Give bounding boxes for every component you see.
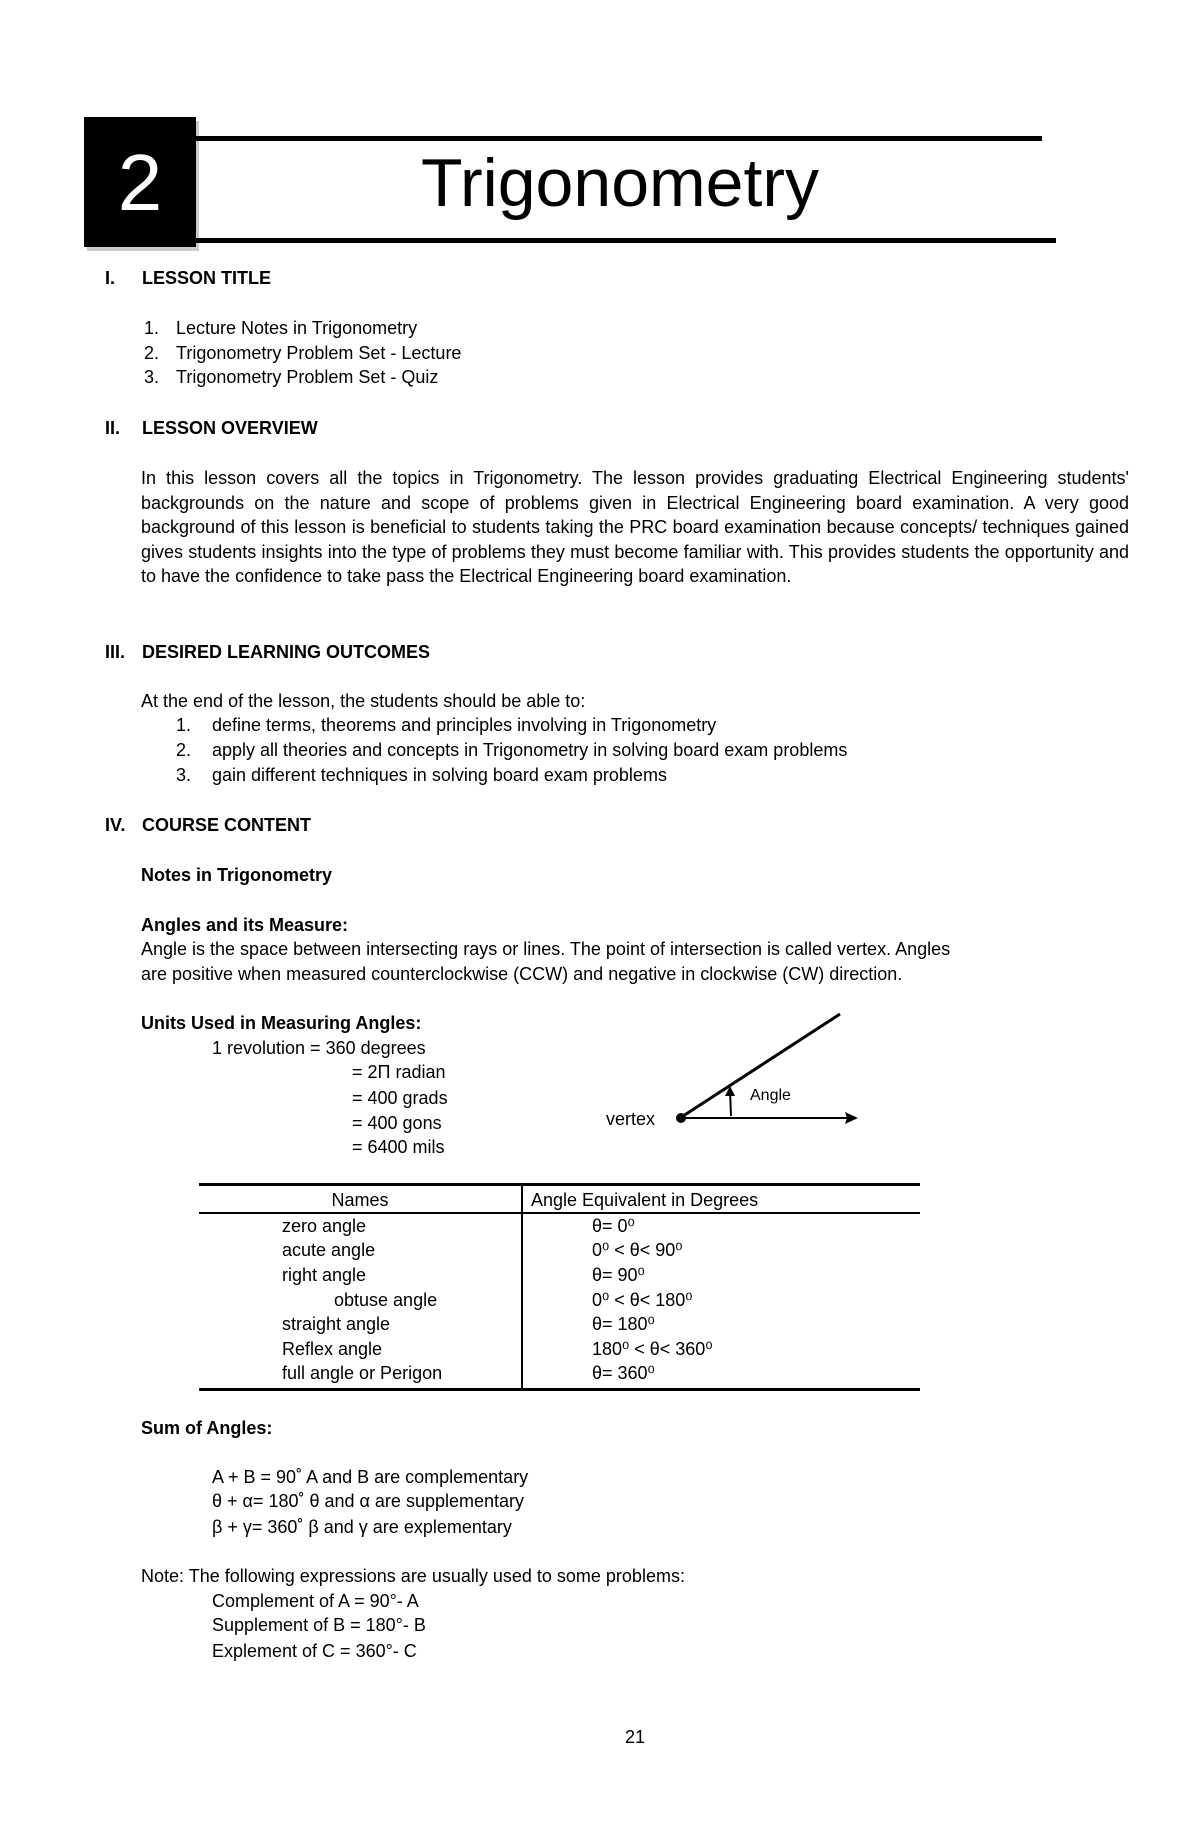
note-line: Complement of A = 90°- A xyxy=(212,1591,419,1611)
unit-line: = 6400 mils xyxy=(352,1137,445,1157)
chapter-title: Trigonometry xyxy=(420,145,820,221)
table-top-rule xyxy=(199,1183,920,1186)
table-header-names: Names xyxy=(331,1190,389,1210)
outcomes-intro: At the end of the lesson, the students should be able to: xyxy=(141,691,586,711)
paragraph-line: are positive when measured counterclockwise (CCW) and negative in clockwise (CW) direction. xyxy=(141,964,903,984)
list-item: define terms, theorems and principles involving in Trigonometry xyxy=(212,715,717,735)
list-number: 2. xyxy=(176,740,192,760)
table-header-degrees: Angle Equivalent in Degrees xyxy=(531,1190,759,1210)
table-cell-degrees: 0⁰ < θ< 180⁰ xyxy=(592,1290,693,1310)
unit-line: 1 revolution = 360 degrees xyxy=(212,1038,426,1058)
sum-line: θ + α= 180˚ θ and α are supplementary xyxy=(212,1491,525,1511)
paragraph-line: Angle is the space between intersecting rays or lines. The point of intersection is called vertex. Angles xyxy=(141,939,951,959)
table-cell-degrees: θ= 90⁰ xyxy=(592,1265,645,1285)
table-cell-degrees: θ= 0⁰ xyxy=(592,1216,635,1236)
table-cell-name: Reflex angle xyxy=(282,1339,383,1359)
unit-line: = 400 gons xyxy=(352,1113,442,1133)
note-intro: Note: The following expressions are usually used to some problems: xyxy=(141,1566,685,1586)
section-numeral: I. xyxy=(105,268,116,288)
list-number: 1. xyxy=(144,318,160,338)
unit-line: = 2Π radian xyxy=(352,1062,446,1082)
subheading: Angles and its Measure: xyxy=(141,915,349,935)
list-item: Lecture Notes in Trigonometry xyxy=(176,318,418,338)
list-item: Trigonometry Problem Set - Lecture xyxy=(176,343,462,363)
note-line: Explement of C = 360°- C xyxy=(212,1641,417,1661)
angle-label: Angle xyxy=(750,1087,791,1104)
list-number: 1. xyxy=(176,715,192,735)
table-column-divider xyxy=(521,1185,523,1391)
section-numeral: II. xyxy=(105,418,121,438)
section-numeral: IV. xyxy=(105,815,126,835)
section-numeral: III. xyxy=(105,642,126,662)
subheading: Notes in Trigonometry xyxy=(141,865,333,885)
subheading: Units Used in Measuring Angles: xyxy=(141,1013,422,1033)
list-number: 2. xyxy=(144,343,160,363)
table-cell-name: zero angle xyxy=(282,1216,367,1236)
table-cell-name: acute angle xyxy=(282,1240,376,1260)
table-cell-name: full angle or Perigon xyxy=(282,1363,443,1383)
vertex-dot xyxy=(676,1113,686,1123)
section-heading: DESIRED LEARNING OUTCOMES xyxy=(142,642,431,662)
overview-paragraph: In this lesson covers all the topics in Trigonometry. The lesson provides graduating Electrical Engineering students' backgrounds on the nature and scope of problems given in Electrical Engineering board examination. A very good background of this lesson is beneficial to students taking the PRC board examination because concepts/ techniques gained gives students insights into the type of problems they must become familiar with. This provides students the opportunity and to have the confidence to take pass the Electrical Engineering board examination. xyxy=(141,468,1129,587)
subheading: Sum of Angles: xyxy=(141,1418,273,1438)
table-cell-degrees: θ= 360⁰ xyxy=(592,1363,655,1383)
chapter-number: 2 xyxy=(117,138,163,227)
list-item: Trigonometry Problem Set - Quiz xyxy=(176,367,439,387)
sum-line: β + γ= 360˚ β and γ are explementary xyxy=(212,1517,512,1537)
unit-line: = 400 grads xyxy=(352,1088,448,1108)
table-cell-name: obtuse angle xyxy=(334,1290,438,1310)
table-cell-degrees: 180⁰ < θ< 360⁰ xyxy=(592,1339,713,1359)
note-line: Supplement of B = 180°- B xyxy=(212,1615,426,1635)
table-cell-degrees: 0⁰ < θ< 90⁰ xyxy=(592,1240,683,1260)
list-item: gain different techniques in solving board exam problems xyxy=(212,765,667,785)
table-bottom-rule xyxy=(199,1388,920,1391)
section-heading: LESSON TITLE xyxy=(142,268,272,288)
list-number: 3. xyxy=(176,765,192,785)
table-cell-name: right angle xyxy=(282,1265,367,1285)
vertex-label: vertex xyxy=(606,1109,656,1129)
sum-line: A + B = 90˚ A and B are complementary xyxy=(212,1467,529,1487)
table-cell-degrees: θ= 180⁰ xyxy=(592,1314,655,1334)
list-item: apply all theories and concepts in Trigonometry in solving board exam problems xyxy=(212,740,848,760)
page-number: 21 xyxy=(624,1727,646,1747)
section-heading: LESSON OVERVIEW xyxy=(142,418,318,438)
table-cell-name: straight angle xyxy=(282,1314,391,1334)
list-number: 3. xyxy=(144,367,160,387)
section-heading: COURSE CONTENT xyxy=(142,815,312,835)
